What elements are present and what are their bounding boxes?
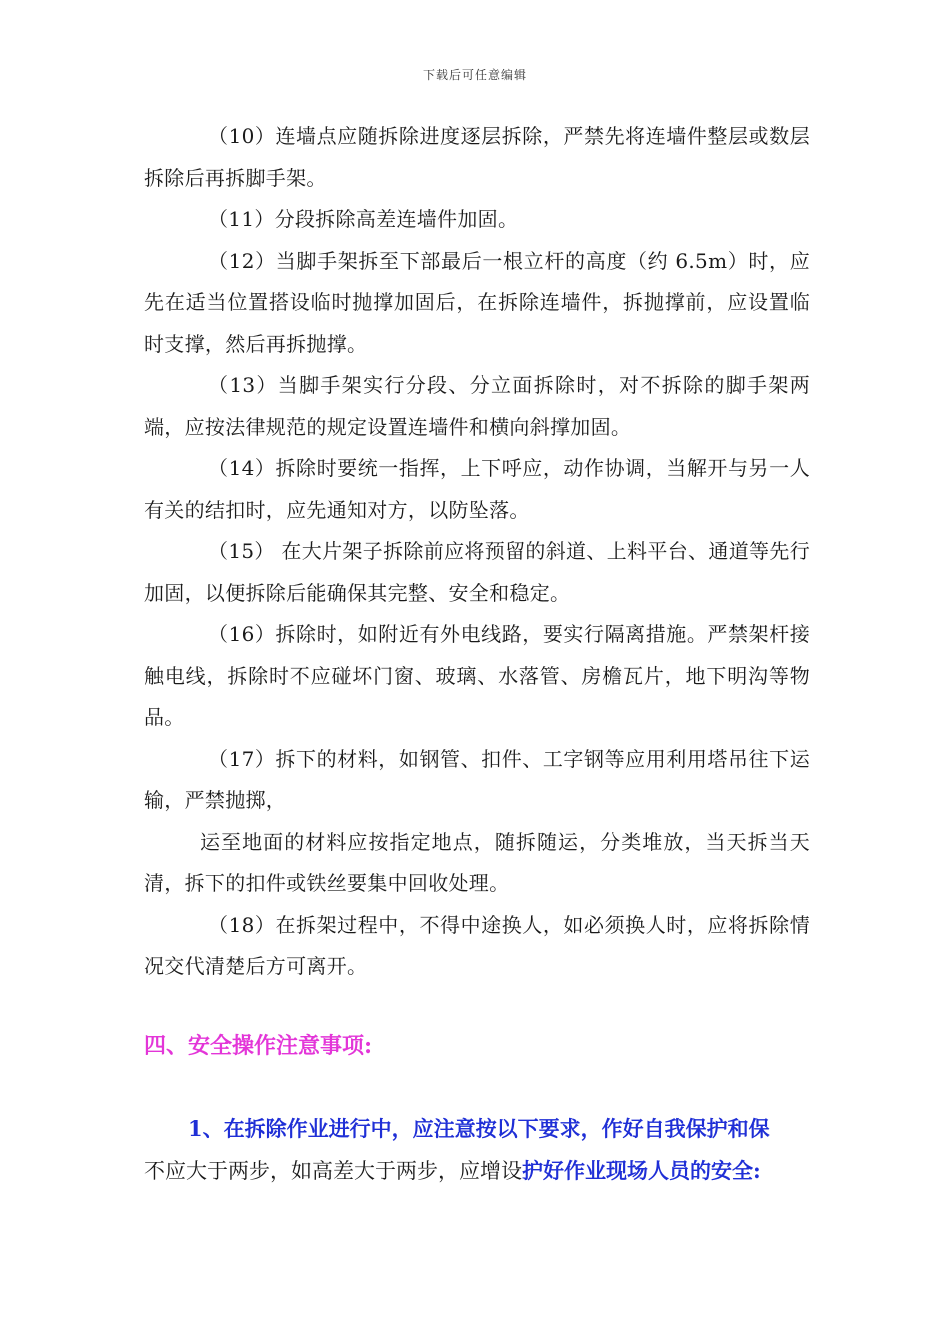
paragraph-17: （17）拆下的材料，如钢管、扣件、工字钢等应用利用塔吊往下运输，严禁抛掷， bbox=[144, 746, 810, 812]
paragraph-15: （15） 在大片架子拆除前应将预留的斜道、上料平台、通道等先行加固，以便拆除后能确保其完整、安全和稳定。 bbox=[144, 539, 810, 605]
paragraph-13: （13）当脚手架实行分段、分立面拆除时，对不拆除的脚手架两端，应按法律规范的规定设置连墙件和横向斜撑加固。 bbox=[144, 373, 810, 439]
safety-item-1-line-2-plain: 不应大于两步，如高差大于两步，应增设 bbox=[144, 1158, 522, 1183]
paragraph-16: （16）拆除时，如附近有外电线路，要实行隔离措施。严禁架杆接触电线，拆除时不应碰坏门窗、玻璃、水落管、房檐瓦片，地下明沟等物品。 bbox=[144, 622, 810, 729]
section-heading-safety: 四、安全操作注意事项: bbox=[144, 1032, 373, 1059]
paragraph-18: （18）在拆架过程中，不得中途换人，如必须换人时，应将拆除情况交代清楚后方可离开。 bbox=[144, 912, 810, 978]
document-body bbox=[144, 116, 810, 1192]
safety-item-1-line-1: 1、在拆除作业进行中，应注意按以下要求，作好自我保护和保 bbox=[188, 1115, 770, 1141]
safety-item-1-line-2-bold: 护好作业现场人员的安全: bbox=[522, 1157, 761, 1183]
page-header-note: 下载后可任意编辑 bbox=[422, 68, 527, 82]
paragraph-14: （14）拆除时要统一指挥，上下呼应，动作协调，当解开与另一人有关的结扣时，应先通知对方，以防坠落。 bbox=[144, 456, 810, 522]
safety-item-1 bbox=[144, 1108, 810, 1192]
paragraph-11: （11）分段拆除高差连墙件加固。 bbox=[208, 207, 519, 231]
paragraph-17-continued: 运至地面的材料应按指定地点，随拆随运，分类堆放，当天拆当天清，拆下的扣件或铁丝要集中回收处理。 bbox=[144, 829, 810, 895]
safety-item-1-line-2 bbox=[144, 1150, 810, 1192]
paragraph-10: （10）连墙点应随拆除进度逐层拆除，严禁先将连墙件整层或数层拆除后再拆脚手架。 bbox=[144, 124, 810, 190]
paragraph-12: （12）当脚手架拆至下部最后一根立杆的高度（约 6.5m）时，应先在适当位置搭设临时抛撑加固后，在拆除连墙件，拆抛撑前，应设置临时支撑，然后再拆抛撑。 bbox=[144, 248, 810, 356]
